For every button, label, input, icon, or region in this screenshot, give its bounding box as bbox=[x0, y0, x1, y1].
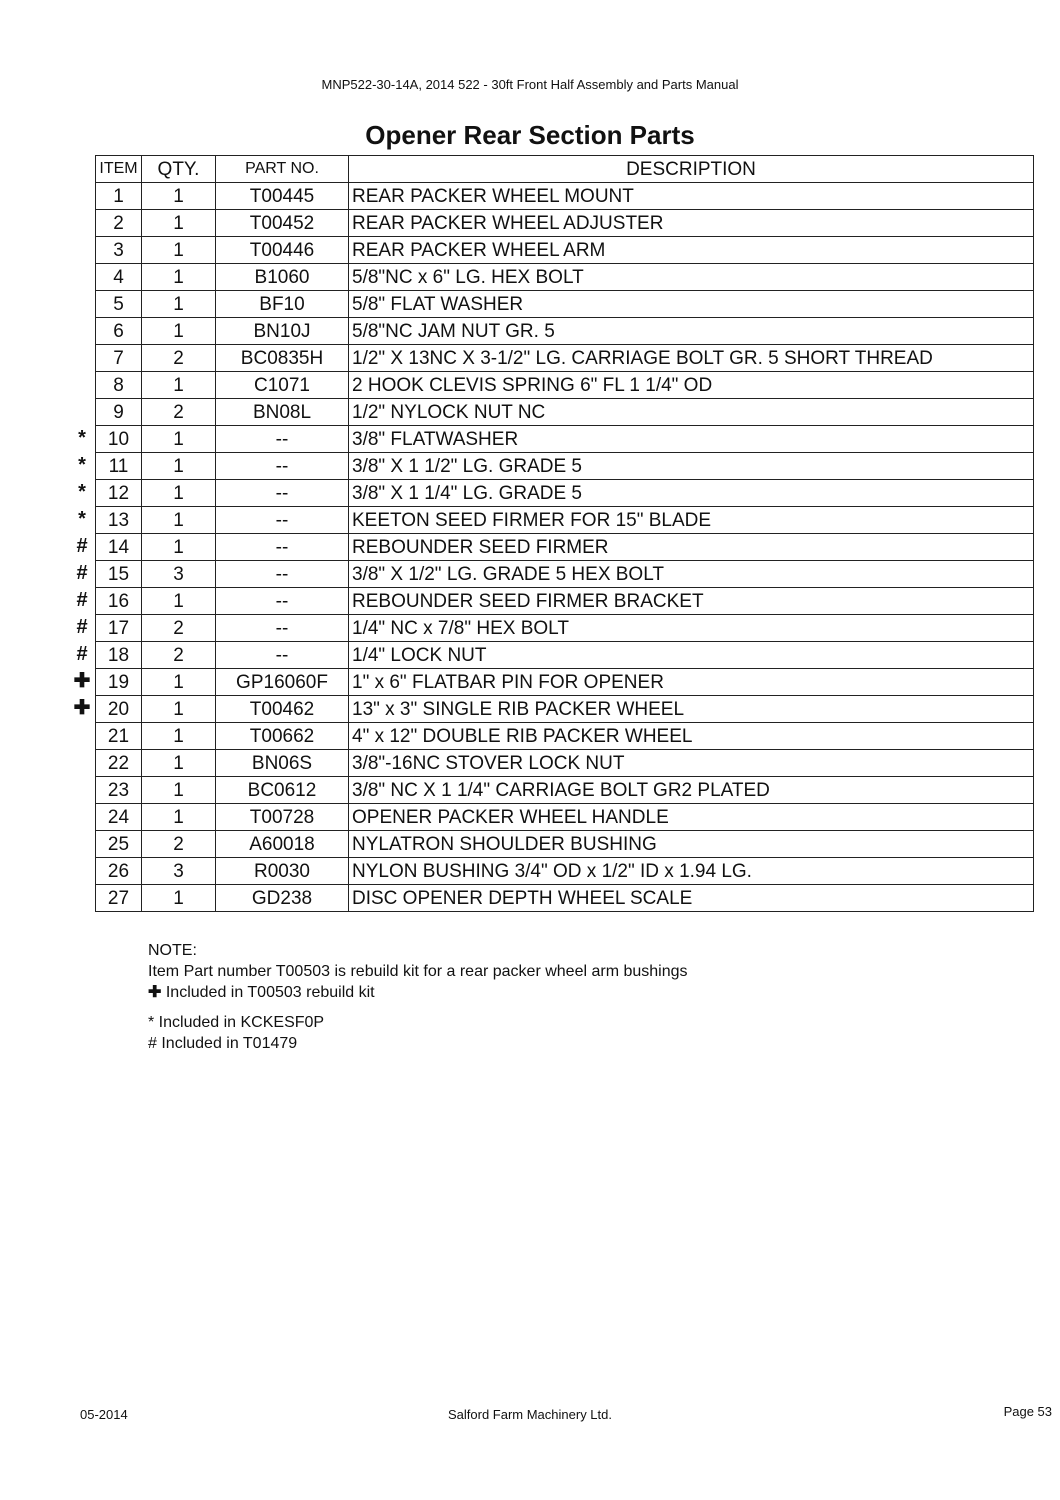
table-row bbox=[96, 723, 1034, 750]
row-marker bbox=[70, 344, 94, 371]
row-marker: * bbox=[78, 481, 86, 503]
cell-part-no: T00446 bbox=[216, 237, 349, 264]
row-marker bbox=[70, 749, 94, 776]
cell-part-no: -- bbox=[216, 534, 349, 561]
cell-description: REAR PACKER WHEEL ARM bbox=[349, 237, 1034, 264]
cell-description: 1" x 6" FLATBAR PIN FOR OPENER bbox=[349, 669, 1034, 696]
notes-section bbox=[148, 940, 688, 1054]
row-marker: ✚ bbox=[73, 697, 91, 719]
cell-description: 3/8" NC X 1 1/4" CARRIAGE BOLT GR2 PLATED bbox=[349, 777, 1034, 804]
row-marker: # bbox=[76, 535, 88, 557]
cell-part-no: BN10J bbox=[216, 318, 349, 345]
cell-part-no: BF10 bbox=[216, 291, 349, 318]
cell-item: 20 bbox=[96, 696, 142, 723]
row-marker: * bbox=[78, 508, 86, 530]
row-marker bbox=[70, 398, 94, 425]
note-plus-line bbox=[148, 982, 688, 1003]
cell-qty: 1 bbox=[142, 723, 216, 750]
cell-qty: 1 bbox=[142, 210, 216, 237]
cell-qty: 1 bbox=[142, 291, 216, 318]
page-title: Opener Rear Section Parts bbox=[365, 120, 695, 150]
cell-part-no: -- bbox=[216, 588, 349, 615]
table-row bbox=[96, 210, 1034, 237]
cell-qty: 1 bbox=[142, 507, 216, 534]
cell-part-no: GD238 bbox=[216, 885, 349, 912]
cell-item: 12 bbox=[96, 480, 142, 507]
row-marker: * bbox=[78, 427, 86, 449]
cell-qty: 1 bbox=[142, 426, 216, 453]
header-description: DESCRIPTION bbox=[349, 156, 1034, 183]
cell-part-no: R0030 bbox=[216, 858, 349, 885]
cell-part-no: -- bbox=[216, 480, 349, 507]
row-marker bbox=[70, 209, 94, 236]
cell-description: 4" x 12" DOUBLE RIB PACKER WHEEL bbox=[349, 723, 1034, 750]
header-qty: QTY. bbox=[142, 156, 216, 183]
cell-part-no: BC0612 bbox=[216, 777, 349, 804]
cell-qty: 1 bbox=[142, 750, 216, 777]
cell-qty: 1 bbox=[142, 804, 216, 831]
cell-part-no: -- bbox=[216, 615, 349, 642]
cell-qty: 2 bbox=[142, 642, 216, 669]
cell-part-no: T00662 bbox=[216, 723, 349, 750]
cell-item: 4 bbox=[96, 264, 142, 291]
row-marker: # bbox=[76, 589, 88, 611]
cell-qty: 2 bbox=[142, 345, 216, 372]
cell-item: 9 bbox=[96, 399, 142, 426]
cell-qty: 1 bbox=[142, 237, 216, 264]
table-row bbox=[96, 318, 1034, 345]
table-row bbox=[96, 804, 1034, 831]
parts-table bbox=[95, 155, 1034, 912]
cell-item: 18 bbox=[96, 642, 142, 669]
cell-part-no: T00445 bbox=[216, 183, 349, 210]
table-row bbox=[96, 399, 1034, 426]
row-marker: * bbox=[78, 454, 86, 476]
cell-description: 5/8"NC x 6" LG. HEX BOLT bbox=[349, 264, 1034, 291]
cell-part-no: T00462 bbox=[216, 696, 349, 723]
cell-qty: 1 bbox=[142, 696, 216, 723]
table-row bbox=[96, 534, 1034, 561]
cell-part-no: BN08L bbox=[216, 399, 349, 426]
cell-description: 5/8" FLAT WASHER bbox=[349, 291, 1034, 318]
table-row bbox=[96, 453, 1034, 480]
cell-description: 2 HOOK CLEVIS SPRING 6" FL 1 1/4" OD bbox=[349, 372, 1034, 399]
cell-item: 16 bbox=[96, 588, 142, 615]
document-header: MNP522-30-14A, 2014 522 - 30ft Front Half Assembly and Parts Manual bbox=[321, 77, 739, 92]
footer-page-number: Page 53 bbox=[1003, 1404, 1052, 1419]
cell-item: 26 bbox=[96, 858, 142, 885]
row-marker bbox=[70, 263, 94, 290]
cell-part-no: BN06S bbox=[216, 750, 349, 777]
table-row bbox=[96, 858, 1034, 885]
cell-qty: 1 bbox=[142, 372, 216, 399]
cell-part-no: -- bbox=[216, 426, 349, 453]
cell-qty: 2 bbox=[142, 831, 216, 858]
plus-icon: ✚ bbox=[148, 984, 162, 1001]
table-row bbox=[96, 885, 1034, 912]
cell-item: 5 bbox=[96, 291, 142, 318]
cell-part-no: BC0835H bbox=[216, 345, 349, 372]
table-row bbox=[96, 615, 1034, 642]
table-row bbox=[96, 831, 1034, 858]
cell-description: 3/8" FLATWASHER bbox=[349, 426, 1034, 453]
table-header-row bbox=[96, 156, 1034, 183]
cell-qty: 2 bbox=[142, 615, 216, 642]
table-row bbox=[96, 750, 1034, 777]
table-row bbox=[96, 345, 1034, 372]
cell-item: 21 bbox=[96, 723, 142, 750]
note-hash-line: # Included in T01479 bbox=[148, 1035, 298, 1052]
cell-qty: 1 bbox=[142, 534, 216, 561]
row-marker bbox=[70, 182, 94, 209]
cell-qty: 2 bbox=[142, 399, 216, 426]
cell-item: 25 bbox=[96, 831, 142, 858]
cell-description: 3/8" X 1 1/2" LG. GRADE 5 bbox=[349, 453, 1034, 480]
cell-description: 1/4" LOCK NUT bbox=[349, 642, 1034, 669]
footer-date: 05-2014 bbox=[80, 1407, 128, 1422]
table-row bbox=[96, 642, 1034, 669]
table-row bbox=[96, 291, 1034, 318]
cell-part-no: -- bbox=[216, 642, 349, 669]
cell-description: REBOUNDER SEED FIRMER bbox=[349, 534, 1034, 561]
note-rebuild-kit: Item Part number T00503 is rebuild kit for a rear packer wheel arm bushings bbox=[148, 963, 688, 980]
table-row bbox=[96, 426, 1034, 453]
row-marker: # bbox=[76, 616, 88, 638]
cell-item: 10 bbox=[96, 426, 142, 453]
row-marker bbox=[70, 884, 94, 911]
table-row bbox=[96, 264, 1034, 291]
row-marker bbox=[70, 290, 94, 317]
header-part-no: PART NO. bbox=[216, 156, 349, 183]
cell-qty: 1 bbox=[142, 669, 216, 696]
cell-qty: 1 bbox=[142, 885, 216, 912]
footer-company: Salford Farm Machinery Ltd. bbox=[447, 1407, 612, 1422]
row-marker: ✚ bbox=[73, 670, 91, 692]
table-row bbox=[96, 669, 1034, 696]
cell-description: 5/8"NC JAM NUT GR. 5 bbox=[349, 318, 1034, 345]
cell-item: 3 bbox=[96, 237, 142, 264]
row-marker bbox=[70, 236, 94, 263]
note-heading: NOTE: bbox=[148, 942, 197, 959]
cell-item: 6 bbox=[96, 318, 142, 345]
cell-description: 3/8"-16NC STOVER LOCK NUT bbox=[349, 750, 1034, 777]
cell-item: 13 bbox=[96, 507, 142, 534]
cell-description: 3/8" X 1/2" LG. GRADE 5 HEX BOLT bbox=[349, 561, 1034, 588]
row-markers bbox=[70, 182, 94, 911]
row-marker bbox=[70, 830, 94, 857]
cell-item: 17 bbox=[96, 615, 142, 642]
cell-description: NYLON BUSHING 3/4" OD x 1/2" ID x 1.94 LG. bbox=[349, 858, 1034, 885]
cell-qty: 1 bbox=[142, 588, 216, 615]
table-row bbox=[96, 480, 1034, 507]
cell-part-no: C1071 bbox=[216, 372, 349, 399]
cell-description: 3/8" X 1 1/4" LG. GRADE 5 bbox=[349, 480, 1034, 507]
cell-description: 1/4" NC x 7/8" HEX BOLT bbox=[349, 615, 1034, 642]
cell-item: 23 bbox=[96, 777, 142, 804]
cell-item: 1 bbox=[96, 183, 142, 210]
cell-part-no: B1060 bbox=[216, 264, 349, 291]
table-row bbox=[96, 372, 1034, 399]
cell-description: NYLATRON SHOULDER BUSHING bbox=[349, 831, 1034, 858]
row-marker bbox=[70, 317, 94, 344]
row-marker: # bbox=[76, 562, 88, 584]
cell-part-no: GP16060F bbox=[216, 669, 349, 696]
cell-qty: 1 bbox=[142, 453, 216, 480]
cell-description: OPENER PACKER WHEEL HANDLE bbox=[349, 804, 1034, 831]
cell-description: REBOUNDER SEED FIRMER BRACKET bbox=[349, 588, 1034, 615]
cell-item: 27 bbox=[96, 885, 142, 912]
cell-item: 2 bbox=[96, 210, 142, 237]
cell-description: 13" x 3" SINGLE RIB PACKER WHEEL bbox=[349, 696, 1034, 723]
table-row bbox=[96, 777, 1034, 804]
table-row bbox=[96, 507, 1034, 534]
cell-qty: 1 bbox=[142, 264, 216, 291]
cell-description: REAR PACKER WHEEL ADJUSTER bbox=[349, 210, 1034, 237]
cell-item: 15 bbox=[96, 561, 142, 588]
row-marker bbox=[70, 722, 94, 749]
cell-description: REAR PACKER WHEEL MOUNT bbox=[349, 183, 1034, 210]
cell-part-no: A60018 bbox=[216, 831, 349, 858]
cell-qty: 1 bbox=[142, 183, 216, 210]
cell-description: 1/2" NYLOCK NUT NC bbox=[349, 399, 1034, 426]
cell-qty: 3 bbox=[142, 858, 216, 885]
cell-item: 24 bbox=[96, 804, 142, 831]
header-item: ITEM bbox=[96, 156, 142, 183]
cell-part-no: -- bbox=[216, 453, 349, 480]
note-plus-text: Included in T00503 rebuild kit bbox=[161, 984, 375, 1001]
cell-item: 7 bbox=[96, 345, 142, 372]
cell-qty: 1 bbox=[142, 777, 216, 804]
table-row bbox=[96, 183, 1034, 210]
cell-part-no: -- bbox=[216, 561, 349, 588]
cell-description: 1/2" X 13NC X 3-1/2" LG. CARRIAGE BOLT GR. 5 SHORT THREAD bbox=[349, 345, 1034, 372]
cell-description: KEETON SEED FIRMER FOR 15" BLADE bbox=[349, 507, 1034, 534]
cell-item: 14 bbox=[96, 534, 142, 561]
cell-qty: 3 bbox=[142, 561, 216, 588]
row-marker bbox=[70, 803, 94, 830]
row-marker bbox=[70, 857, 94, 884]
note-star-line: * Included in KCKESF0P bbox=[148, 1014, 325, 1031]
cell-item: 19 bbox=[96, 669, 142, 696]
cell-part-no: -- bbox=[216, 507, 349, 534]
cell-description: DISC OPENER DEPTH WHEEL SCALE bbox=[349, 885, 1034, 912]
table-row bbox=[96, 237, 1034, 264]
cell-part-no: T00452 bbox=[216, 210, 349, 237]
table-row bbox=[96, 561, 1034, 588]
cell-item: 11 bbox=[96, 453, 142, 480]
cell-qty: 1 bbox=[142, 480, 216, 507]
table-row bbox=[96, 696, 1034, 723]
row-marker: # bbox=[76, 643, 88, 665]
row-marker bbox=[70, 776, 94, 803]
cell-item: 8 bbox=[96, 372, 142, 399]
cell-qty: 1 bbox=[142, 318, 216, 345]
row-marker bbox=[70, 371, 94, 398]
cell-item: 22 bbox=[96, 750, 142, 777]
table-row bbox=[96, 588, 1034, 615]
cell-part-no: T00728 bbox=[216, 804, 349, 831]
